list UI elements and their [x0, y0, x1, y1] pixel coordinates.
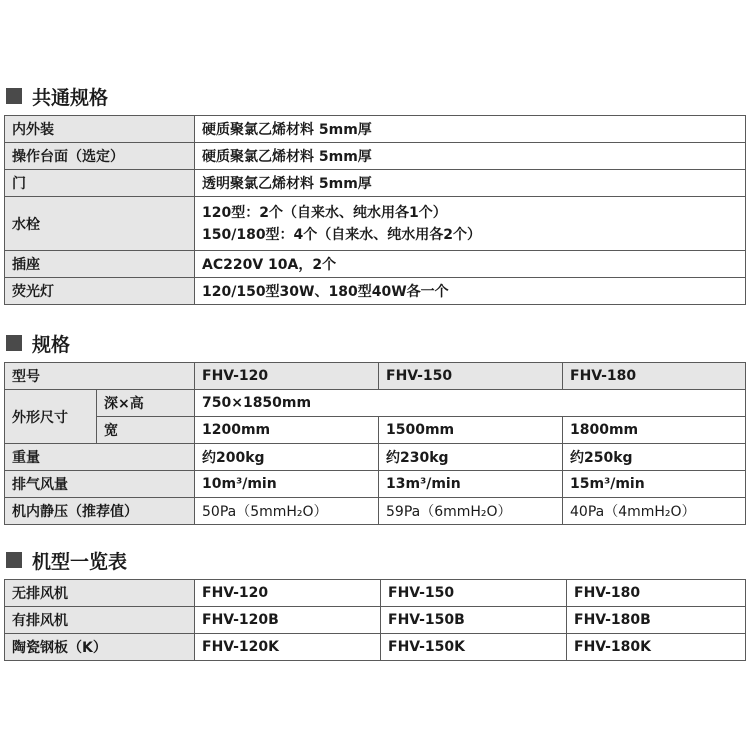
weight-cell: 约230kg [379, 444, 563, 471]
row-label: 有排风机 [5, 607, 195, 634]
row-value: 硬质聚氯乙烯材料 5mm厚 [195, 143, 746, 170]
dims-label: 外形尺寸 [5, 390, 97, 444]
model-cell: FHV-120K [195, 634, 381, 661]
model-cell: FHV-180K [567, 634, 746, 661]
model-cell: FHV-150 [381, 580, 567, 607]
model-cell: FHV-180 [567, 580, 746, 607]
section-title-models: 机型一览表 [6, 547, 127, 573]
table-row [5, 170, 746, 197]
row-label: 荧光灯 [5, 278, 195, 305]
spec-table [4, 362, 746, 525]
row-value: 120/150型30W、180型40W各一个 [195, 278, 746, 305]
model-cell: FHV-120 [195, 363, 379, 390]
row-label: 水栓 [5, 197, 195, 251]
exhaust-label: 排气风量 [5, 471, 195, 498]
model-cell: FHV-150K [381, 634, 567, 661]
table-row [5, 471, 746, 498]
row-value-line: 150/180型：4个（自来水、纯水用各2个） [202, 226, 482, 243]
model-cell: FHV-150B [381, 607, 567, 634]
model-cell: FHV-180 [563, 363, 746, 390]
row-value-line: 120型：2个（自来水、纯水用各1个） [202, 204, 447, 221]
exhaust-cell: 13m³/min [379, 471, 563, 498]
row-label: 插座 [5, 251, 195, 278]
pressure-cell: 59Pa（6mmH₂O） [379, 498, 563, 525]
weight-label: 重量 [5, 444, 195, 471]
depth-height-label: 深×高 [97, 390, 195, 417]
row-value: 透明聚氯乙烯材料 5mm厚 [195, 170, 746, 197]
weight-cell: 约200kg [195, 444, 379, 471]
section-title-common: 共通规格 [6, 83, 108, 109]
square-bullet-icon [6, 88, 22, 104]
exhaust-cell: 10m³/min [195, 471, 379, 498]
model-label: 型号 [5, 363, 195, 390]
weight-cell: 约250kg [563, 444, 746, 471]
pressure-cell: 50Pa（5mmH₂O） [195, 498, 379, 525]
table-row [5, 417, 746, 444]
table-row [5, 363, 746, 390]
width-label: 宽 [97, 417, 195, 444]
width-cell: 1500mm [379, 417, 563, 444]
row-label: 陶瓷钢板（K） [5, 634, 195, 661]
table-row [5, 498, 746, 525]
width-cell: 1800mm [563, 417, 746, 444]
model-list-table [4, 579, 746, 661]
section-title-specs: 规格 [6, 330, 70, 356]
depth-height-value: 750×1850mm [195, 390, 746, 417]
model-cell: FHV-120B [195, 607, 381, 634]
table-row [5, 251, 746, 278]
table-row [5, 444, 746, 471]
model-cell: FHV-180B [567, 607, 746, 634]
row-label: 无排风机 [5, 580, 195, 607]
row-value [195, 197, 746, 251]
table-row [5, 607, 746, 634]
common-spec-table [4, 115, 746, 305]
row-label: 内外装 [5, 116, 195, 143]
pressure-cell: 40Pa（4mmH₂O） [563, 498, 746, 525]
exhaust-cell: 15m³/min [563, 471, 746, 498]
row-value: 硬质聚氯乙烯材料 5mm厚 [195, 116, 746, 143]
model-cell: FHV-120 [195, 580, 381, 607]
square-bullet-icon [6, 335, 22, 351]
table-row [5, 197, 746, 251]
row-value: AC220V 10A，2个 [195, 251, 746, 278]
width-cell: 1200mm [195, 417, 379, 444]
table-row [5, 143, 746, 170]
table-row [5, 116, 746, 143]
pressure-label: 机内静压（推荐值） [5, 498, 195, 525]
model-cell: FHV-150 [379, 363, 563, 390]
table-row [5, 580, 746, 607]
table-row [5, 390, 746, 417]
square-bullet-icon [6, 552, 22, 568]
row-label: 操作台面（选定） [5, 143, 195, 170]
table-row [5, 634, 746, 661]
row-label: 门 [5, 170, 195, 197]
table-row [5, 278, 746, 305]
